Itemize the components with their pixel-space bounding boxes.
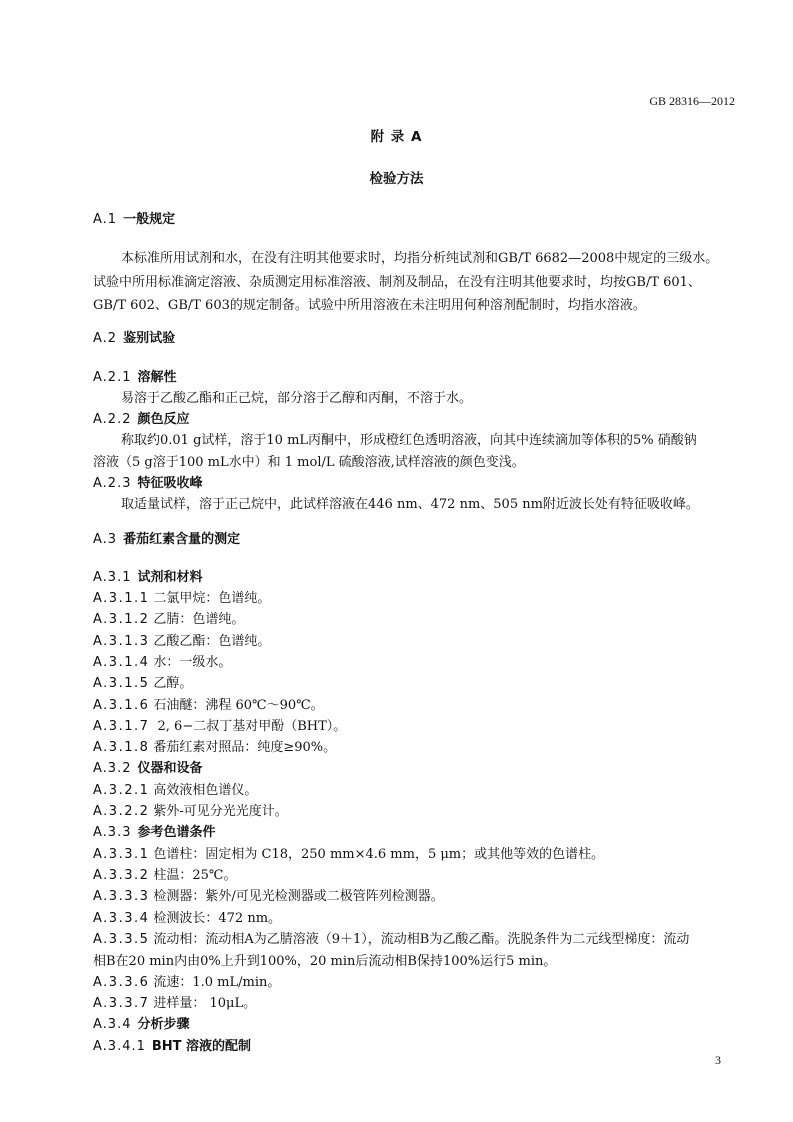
item-number: A.3.3.7 <box>93 996 150 1011</box>
item-text: 番茄红素对照品：纯度≥90%。 <box>153 740 337 755</box>
section-number: A.2 <box>93 331 118 346</box>
list-item <box>93 715 346 734</box>
section-a1-heading <box>93 208 175 227</box>
section-a341-heading <box>93 1035 251 1054</box>
section-number: A.3 <box>93 532 118 547</box>
paragraph-line: 相B在20 min内由0%上升到100%，20 min后流动相B保持100%运行5 min。 <box>93 954 557 969</box>
section-a31-heading <box>93 566 203 585</box>
section-a34-heading <box>93 1013 190 1032</box>
section-a2-heading <box>93 327 175 346</box>
item-number: A.3.1.6 <box>93 698 150 713</box>
appendix-title: 附 录 A <box>370 129 423 145</box>
section-a21-heading <box>93 366 177 385</box>
list-item <box>93 928 689 947</box>
paragraph-line: 溶液（5 g溶于100 mL水中）和 1 mol/L 硫酸溶液,试样溶液的颜色变浅。 <box>93 455 525 470</box>
section-number: A.3.3 <box>93 825 132 840</box>
section-title: BHT 溶液的配制 <box>151 1039 252 1054</box>
item-text: 进样量： 10μL。 <box>153 996 257 1011</box>
list-item <box>93 800 288 819</box>
item-text: 柱温：25℃。 <box>153 868 237 883</box>
item-text: 乙醇。 <box>153 676 193 691</box>
section-number: A.3.2 <box>93 761 132 776</box>
page-number: 3 <box>715 1053 721 1067</box>
section-title: 试剂和材料 <box>137 570 203 585</box>
item-number: A.3.1.1 <box>93 591 150 606</box>
item-number: A.3.1.7 <box>93 719 150 734</box>
section-title: 一般规定 <box>123 212 176 227</box>
item-number: A.3.3.1 <box>93 847 150 862</box>
section-title: 番茄红素含量的测定 <box>123 532 241 547</box>
section-number: A.2.2 <box>93 412 132 427</box>
item-number: A.3.2.2 <box>93 804 150 819</box>
method-title: 检验方法 <box>369 171 424 187</box>
item-text: 乙腈：色谱纯。 <box>153 612 245 627</box>
section-a32-heading <box>93 757 203 776</box>
list-item <box>93 971 280 990</box>
item-number: A.3.1.5 <box>93 676 150 691</box>
section-title: 鉴别试验 <box>123 331 176 346</box>
section-a23-heading <box>93 472 203 491</box>
paragraph-line: 试验中所用标准滴定溶液、杂质测定用标准溶液、制剂及制品，在没有注明其他要求时，均按GB/T 601、 <box>93 275 701 290</box>
section-number: A.3.4.1 <box>93 1039 146 1054</box>
list-item <box>93 885 444 904</box>
item-text: 水：一级水。 <box>153 655 232 670</box>
section-a22-heading <box>93 408 190 427</box>
item-text: 检测波长：472 nm。 <box>153 911 282 926</box>
section-number: A.1 <box>93 212 118 227</box>
item-text: 石油醚：沸程 60℃～90℃。 <box>153 698 324 713</box>
section-title: 仪器和设备 <box>137 761 203 776</box>
list-item <box>93 694 324 713</box>
list-item <box>93 651 231 670</box>
list-item <box>93 843 604 862</box>
list-item <box>93 992 256 1011</box>
list-item <box>93 736 336 755</box>
section-number: A.2.1 <box>93 370 132 385</box>
item-text: 色谱柱：固定相为 C18，250 mm×4.6 mm，5 μm；或其他等效的色谱柱。 <box>153 847 605 862</box>
list-item <box>93 779 257 798</box>
section-title: 溶解性 <box>137 370 177 385</box>
item-text: 检测器：紫外/可见光检测器或二极管阵列检测器。 <box>153 889 444 904</box>
item-text: 二氯甲烷：色谱纯。 <box>153 591 271 606</box>
list-item <box>93 608 244 627</box>
item-number: A.3.3.5 <box>93 932 150 947</box>
item-number: A.3.1.8 <box>93 740 150 755</box>
paragraph-line: 取适量试样，溶于正己烷中，此试样溶液在446 nm、472 nm、505 nm附近波长处有特征吸收峰。 <box>121 497 699 512</box>
section-title: 颜色反应 <box>137 412 190 427</box>
section-title: 分析步骤 <box>137 1017 190 1032</box>
item-number: A.3.3.6 <box>93 975 150 990</box>
paragraph-line: 称取约0.01 g试样，溶于10 mL丙酮中，形成橙红色透明溶液，向其中连续滴加等体积的5% 硝酸钠 <box>121 433 697 448</box>
item-number: A.3.3.4 <box>93 911 150 926</box>
item-number: A.3.1.3 <box>93 634 150 649</box>
standard-number: GB 28316—2012 <box>649 94 735 108</box>
section-title: 参考色谱条件 <box>137 825 216 840</box>
item-text: 2, 6−二叔丁基对甲酚（BHT）。 <box>153 719 347 734</box>
item-number: A.3.1.4 <box>93 655 150 670</box>
item-text: 流速：1.0 mL/min。 <box>153 975 281 990</box>
item-text: 紫外-可见分光光度计。 <box>153 804 288 819</box>
paragraph-line: 本标准所用试剂和水，在没有注明其他要求时，均指分析纯试剂和GB/T 6682—2008中规定的三级水。 <box>121 251 719 266</box>
item-number: A.3.3.2 <box>93 868 150 883</box>
section-a3-heading <box>93 528 240 547</box>
item-text: 高效液相色谱仪。 <box>153 783 258 798</box>
section-number: A.3.4 <box>93 1017 132 1032</box>
list-item <box>93 864 236 883</box>
section-a33-heading <box>93 821 216 840</box>
item-text: 流动相：流动相A为乙腈溶液（9＋1），流动相B为乙酸乙酯。洗脱条件为二元线型梯度：流动 <box>153 932 690 947</box>
item-number: A.3.1.2 <box>93 612 150 627</box>
list-item <box>93 630 270 649</box>
item-number: A.3.2.1 <box>93 783 150 798</box>
list-item <box>93 672 192 691</box>
item-number: A.3.3.3 <box>93 889 150 904</box>
section-title: 特征吸收峰 <box>137 476 203 491</box>
item-text: 乙酸乙酯：色谱纯。 <box>153 634 271 649</box>
list-item <box>93 587 270 606</box>
paragraph-line: GB/T 602、GB/T 603的规定制备。试验中所用溶液在未注明用何种溶剂配制时，均指水溶液。 <box>93 298 646 313</box>
list-item <box>93 907 281 926</box>
paragraph-line: 易溶于乙酸乙酯和正己烷，部分溶于乙醇和丙酮，不溶于水。 <box>121 391 473 406</box>
section-number: A.3.1 <box>93 570 132 585</box>
section-number: A.2.3 <box>93 476 132 491</box>
